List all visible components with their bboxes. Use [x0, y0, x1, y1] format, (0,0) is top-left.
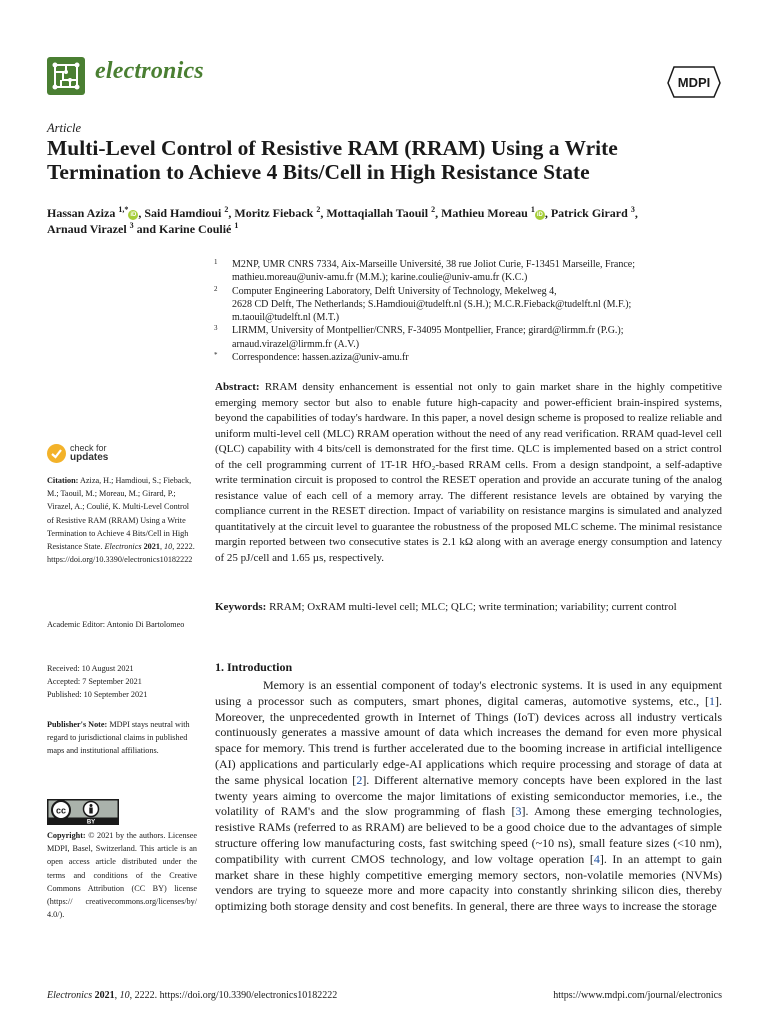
citation-link[interactable]: 1: [709, 693, 715, 708]
publisher-note-text: MDPI stays neutral with regard to jurisdictional claims in published maps and institutional affiliations.: [47, 720, 190, 756]
article-type: Article: [47, 121, 82, 135]
citation-link[interactable]: 2: [356, 772, 363, 787]
publication-dates: [47, 662, 197, 702]
author-name[interactable]: Karine Coulié: [159, 222, 232, 236]
citation-label: Citation:: [47, 476, 79, 485]
copyright-text: © 2021 by the authors. Licensee MDPI, Basel, Switzerland. This article is an open access article distributed under the terms and conditions of the Creative Commons Attribution (CC BY) license (https:// creativecommons.org/licenses/by/ 4.0/).: [47, 831, 198, 920]
affiliation-item: [214, 351, 724, 364]
mdpi-logo-text: MDPI: [677, 75, 711, 90]
affiliation-number: 2: [214, 284, 218, 293]
orcid-icon[interactable]: iD: [130, 212, 137, 218]
cc-by-license-icon[interactable]: [47, 799, 119, 825]
citation-text: Aziza, H.; Hamdioui, S.; Fieback, M.; Taouil, M.; Moreau, M.; Girard, P.; Virazel, A.; Coulié, K. Multi-Level Control of Resistive RAM (RRAM) Using a Write Termination to Achieve 4 Bits/Cell in High Resistance State.: [47, 476, 192, 552]
intro-text: ]. Different alternative memory concepts have been explored in the last twenty years aiming to overcome the major limitations of existing semiconductor memories, i.e., the volatility of RAM's and the slow programming of flash [: [215, 772, 722, 819]
author-list: [47, 205, 727, 237]
author-name[interactable]: Mathieu Moreau: [441, 206, 528, 220]
citation-year: 2021: [143, 542, 160, 552]
affiliation-line: LIRMM, University of Montpellier/CNRS, F-34095 Montpellier, France; girard@lirmm.fr (P.G.);: [232, 325, 624, 337]
title-line: Termination to Achieve 4 Bits/Cell in High Resistance State: [47, 160, 590, 184]
author-affil-sup: 1: [530, 205, 535, 214]
affiliation-line: Computer Engineering Laboratory, Delft University of Technology, Mekelweg 4,: [232, 285, 557, 297]
author-affil-sup: 3: [630, 205, 635, 214]
citation-volume: 10: [164, 542, 173, 552]
citation-link[interactable]: 4: [593, 851, 600, 866]
check-updates-label: check for: [70, 443, 107, 453]
footer-volume: 10: [119, 990, 130, 1001]
accepted-date: Accepted: 7 September 2021: [47, 677, 142, 687]
author-affil-sup: 3: [129, 221, 134, 230]
author-affil-sup: 1,*: [118, 205, 129, 214]
author-name[interactable]: Moritz Fieback: [234, 206, 314, 220]
affiliation-item: [214, 258, 724, 285]
affiliation-line: m.taouil@tudelft.nl (M.T.): [232, 312, 340, 324]
copyright-label: Copyright:: [47, 831, 86, 840]
copyright-notice: [47, 829, 197, 921]
keywords: [215, 600, 722, 615]
correspondence-line: Correspondence: hassen.aziza@univ-amu.fr: [232, 352, 409, 364]
affiliation-line: arnaud.virazel@lirmm.fr (A.V.): [232, 338, 360, 350]
publisher-note: [47, 718, 197, 758]
affiliation-number: *: [214, 351, 218, 360]
author-affil-sup: 1: [234, 221, 239, 230]
author-name[interactable]: Arnaud Virazel: [47, 222, 127, 236]
author-name[interactable]: Hassan Aziza: [47, 206, 116, 220]
affiliation-line: M2NP, UMR CNRS 7334, Aix-Marseille Université, 38 rue Joliot Curie, F-13451 Marseille, France;: [232, 259, 636, 270]
intro-text: Memory is an essential component of today's electronic systems. It is used in any equipment using a processor such as computers, smart phones, digital cameras, automotive systems, etc., [: [215, 678, 722, 708]
citation-block: Citation: Aziza, H.; Hamdioui, S.; Fieback, M.; Taouil, M.; Moreau, M.; Girard, P.; Virazel, A.; Coulié, K. Multi-Level Control of Resistive RAM (RRAM) Using a Write Termination to Achieve 4 Bits/Cell in High Resistance State. Electronics 2021, 10, 2222. https://doi.org/10.3390/electronics10182222: [47, 476, 195, 565]
footer-journal: Electronics: [47, 990, 93, 1001]
author-affil-sup: 2: [316, 205, 321, 214]
keywords-text: RRAM; OxRAM multi-level cell; MLC; QLC; write termination; variability; current control: [269, 601, 677, 613]
journal-name: electronics: [95, 58, 204, 84]
intro-text: ]. Moreover, the unprecedented growth in Internet of Things (IoT) devices across all industry verticals continuously generates a massive amount of data which increases the demand for even more physical space for memory. This trend is further accelerated due to the booming increase in artificial intelligence (AI) applications and particularly edge-AI applications which require processing and storage of data at the same physical location [: [215, 693, 722, 787]
check-for-updates-button[interactable]: [47, 444, 127, 466]
svg-text:BY: BY: [86, 819, 96, 825]
author-name[interactable]: Patrick Girard: [550, 206, 628, 220]
affiliation-number: 3: [214, 324, 218, 333]
check-icon: [47, 444, 66, 463]
journal-logo-icon: [47, 57, 85, 95]
intro-text: ]. In an attempt to gain market share in these highly competitive emerging memory sectors, non-volatile memories (NVMs) vendors are trying to squeeze more and more capacity into constantly shrinking silicon dies, thereby optimizing both storage density and cost benefits. In general, there are three ways to increase the storage: [215, 851, 722, 914]
paper-title: [47, 136, 727, 184]
citation-journal: Electronics: [104, 542, 142, 552]
title-line: Multi-Level Control of Resistive RAM (RRAM) Using a Write: [47, 136, 618, 160]
author-line-1: Hassan Aziza $^{1,*}$iD , Said Hamdioui $^2$, Moritz Fieback $^2$, Mottaqiallah Taouil $^2$, Mathieu Moreau $^1$iD , Patrick Girard $^3$,: [47, 205, 638, 220]
orcid-icon[interactable]: iD: [536, 212, 543, 218]
publisher-note-label: Publisher's Note:: [47, 720, 108, 729]
abstract: [215, 380, 722, 566]
published-date: Published: 10 September 2021: [47, 690, 148, 700]
citation-link[interactable]: 3: [515, 804, 522, 819]
affiliations: [214, 258, 724, 364]
abstract-label: Abstract:: [215, 381, 260, 393]
affiliation-number: 1: [214, 258, 218, 266]
academic-editor: Academic Editor: Antonio Di Bartolomeo: [47, 620, 185, 629]
footer-journal-url[interactable]: https://www.mdpi.com/journal/electronics: [553, 990, 722, 1001]
citation-doi-link[interactable]: , 2222. https://doi.org/10.3390/electronics10182222: [47, 542, 195, 565]
affiliation-item: [214, 324, 724, 351]
footer-doi-link[interactable]: , 2222. https://doi.org/10.3390/electronics10182222: [129, 990, 338, 1001]
affiliation-line: 2628 CD Delft, The Netherlands; S.Hamdioui@tudelft.nl (S.H.); M.C.R.Fieback@tudelft.nl (M.F.);: [232, 298, 632, 310]
keywords-label: Keywords:: [215, 601, 267, 613]
affiliation-item: [214, 285, 724, 325]
footer-citation: Electronics 2021, 10, 2222. https://doi.org/10.3390/electronics10182222: [47, 990, 338, 1001]
received-date: Received: 10 August 2021: [47, 664, 134, 673]
author-affil-sup: 2: [224, 205, 229, 214]
mdpi-logo: [664, 63, 722, 101]
intro-paragraph: [215, 678, 722, 915]
abstract-text: RRAM density enhancement is essential not only to gain market share in the highly competitive emerging memory sector but also to enable future high-capacity and power-efficient brain-inspired systems, beyond the capabilities of today's hardware. In this paper, a novel design scheme is proposed to realize reliable and uniform multi-level cell (MLC) RRAM operation without the need of any read verification. RRAM quad-level cell (QLC) capability with 4 bits/cell is demonstrated for the first time. QLC is implemented based on a strict control of the cell programming current of 1T-1R HfO₂-based RRAM cells. From a design standpoint, a self-adaptive write termination circuit is proposed to control the RESET operation and provide an accurate tuning of the analog resistance value of each cell of a memory array. The different resistance levels are obtained by varying the compliance current in the RESET direction. Impact of variability on resistance margins is simulated and analyzed quantitatively at the circuit level to guarantee the robustness of the proposed MLC scheme. The minimal resistance margin reported between two consecutive states is 2.1 kΩ along with an average energy consumption and latency of 25 pJ/cell and 1.65 µs, respectively.: [215, 381, 723, 564]
footer-year: 2021: [94, 990, 115, 1001]
author-line-2: Arnaud Virazel $^3$ and Karine Coulié $^1$: [47, 221, 239, 236]
author-affil-sup: 2: [431, 205, 436, 214]
affiliation-line: mathieu.moreau@univ-amu.fr (M.M.); karine.coulie@univ-amu.fr (K.C.): [232, 272, 528, 284]
check-updates-label-bold: updates: [70, 452, 109, 463]
svg-text:cc: cc: [55, 805, 67, 816]
author-name[interactable]: Mottaqiallah Taouil: [326, 206, 429, 220]
author-name[interactable]: Said Hamdioui: [144, 206, 222, 220]
intro-text: ]. Among these emerging technologies, resistive RAMs (referred to as RRAM) are believed to be a good choice due to the advantages of simple structure offering low manufacturing costs, fast switching speed (~10 ns), small feature sizes (<10 nm), compatibility with current CMOS technology, and low voltage operation [: [215, 804, 722, 866]
section-heading: 1. Introduction: [215, 660, 293, 674]
